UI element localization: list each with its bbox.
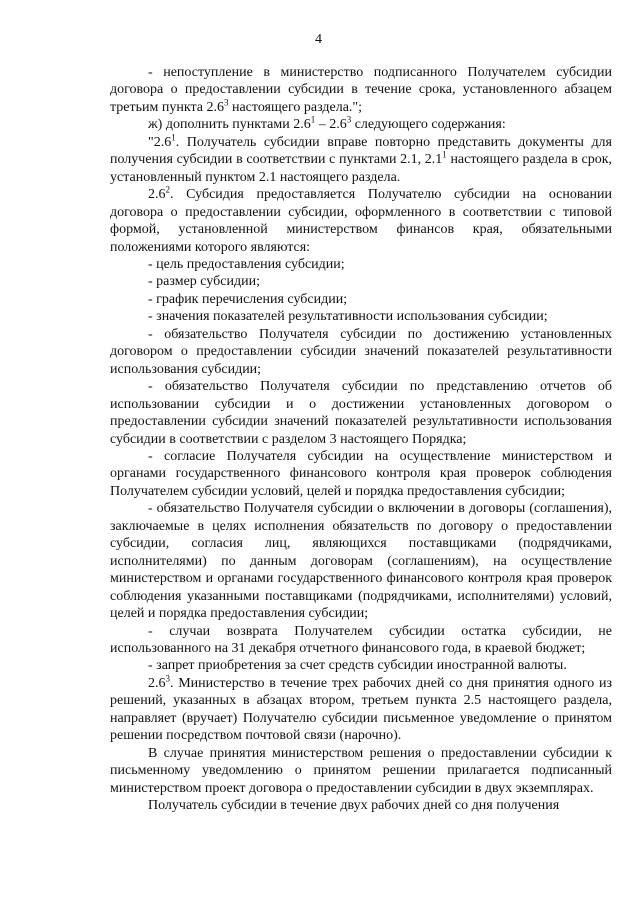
paragraph-text: следующего содержания: <box>351 117 506 133</box>
paragraph-text: 2.6 <box>148 675 166 691</box>
paragraph-text: - запрет приобретения за счет средств субсидии иностранной валюты. <box>148 658 567 674</box>
superscript: 3 <box>223 97 229 108</box>
paragraph <box>110 308 612 325</box>
paragraph-text: . Субсидия предоставляется Получателю субсидии на основании договора о предоставлении субсидии, оформленного в соответствии с типовой формой, установленной министерством финансов края, обязательными положениями которого являются: <box>110 187 612 255</box>
paragraph-text: ж) дополнить пунктами 2.6 <box>148 117 311 133</box>
paragraph-text: - график перечисления субсидии; <box>148 291 348 307</box>
paragraph-text: настоящего раздела в срок, установленный пунктом 2.1 настоящего раздела. <box>110 152 612 185</box>
paragraph-text: - обязательство Получателя субсидии по достижению установленных договором о предоставлении субсидии значений показателей результативности использования субсидии; <box>110 326 612 377</box>
superscript: 1 <box>442 149 447 160</box>
paragraph-text: - непоступление в министерство подписанного Получателем субсидии договора о предоставлении субсидии в течение срока, установленного абзацем третьим пункта 2.6 <box>110 65 612 115</box>
superscript: 3 <box>165 673 170 684</box>
paragraph <box>110 378 612 448</box>
paragraph-text: - размер субсидии; <box>148 274 260 290</box>
superscript: 1 <box>310 114 316 125</box>
paragraph <box>110 745 612 797</box>
paragraph <box>110 273 612 290</box>
paragraph-text: . Получатель субсидии вправе повторно представить документы для получения субсидии в соответствии с пунктами 2.1, 2.1 <box>110 134 612 168</box>
paragraph <box>110 134 612 186</box>
paragraph <box>110 291 612 308</box>
paragraph <box>110 64 612 116</box>
paragraph <box>110 657 612 674</box>
superscript: 3 <box>346 114 352 125</box>
paragraph <box>110 326 612 378</box>
paragraph-text: В случае принятия министерством решения о предоставлении субсидии к письменному уведомлению о принятом решении прилагается подписанный министерством проект договора о предоставлении субсидии в двух экземплярах. <box>110 745 612 796</box>
paragraph-text: - случаи возврата Получателем субсидии остатка субсидии, не использованного на 31 декабря отчетного финансового года, в краевой бюджет; <box>110 623 612 656</box>
paragraph <box>110 623 612 658</box>
paragraph-text: - цель предоставления субсидии; <box>148 256 345 272</box>
document-body <box>110 64 612 814</box>
paragraph <box>110 448 612 500</box>
paragraph-text: - обязательство Получателя субсидии по представлению отчетов об использовании субсидии и о достижении установленных договором о предоставлении субсидии значений показателей результативности использования субсидии в соответствии с разделом 3 настоящего Порядка; <box>110 379 612 447</box>
paragraph-text: "2.6 <box>148 134 172 150</box>
paragraph-text: . Министерство в течение трех рабочих дней со дня принятия одного из решений, указанных в абзацах втором, третьем пункта 2.5 настоящего раздела, направляет (вручает) Получателю субсидии письменное уведомление о принятом решении посредством почтовой связи (нарочно). <box>110 675 612 744</box>
paragraph <box>110 500 612 622</box>
paragraph-text: 2.6 <box>148 187 166 203</box>
paragraph-text: Получатель субсидии в течение двух рабочих дней со дня получения <box>148 798 560 814</box>
paragraph-text: - значения показателей результативности использования субсидии; <box>148 309 548 325</box>
paragraph-text: - согласие Получателя субсидии на осуществление министерством и органами государственного финансового контроля края проверок соблюдения Получателем субсидии условий, целей и порядка предоставления субсидии; <box>110 448 612 499</box>
paragraph-text: - обязательство Получателя субсидии о включении в договоры (соглашения), заключаемые в целях исполнения обязательств по договору о предоставлении субсидии, согласия лиц, являющихся поставщиками (подрядчиками, исполнителями) по данным договорам (соглашениям), на осуществление министерством и органами государственного финансового контроля края проверок соблюдения указанными поставщиками (подрядчиками, исполнителями) условий, целей и порядка предоставления субсидии; <box>110 501 612 622</box>
paragraph <box>110 675 612 745</box>
paragraph <box>110 256 612 273</box>
superscript: 2 <box>165 184 170 195</box>
paragraph <box>110 186 612 256</box>
paragraph <box>110 797 612 814</box>
page-number: 4 <box>315 32 322 47</box>
superscript: 1 <box>171 132 176 143</box>
paragraph-text: – 2.6 <box>315 117 347 133</box>
paragraph-text: настоящего раздела."; <box>228 99 363 115</box>
paragraph <box>110 116 612 133</box>
